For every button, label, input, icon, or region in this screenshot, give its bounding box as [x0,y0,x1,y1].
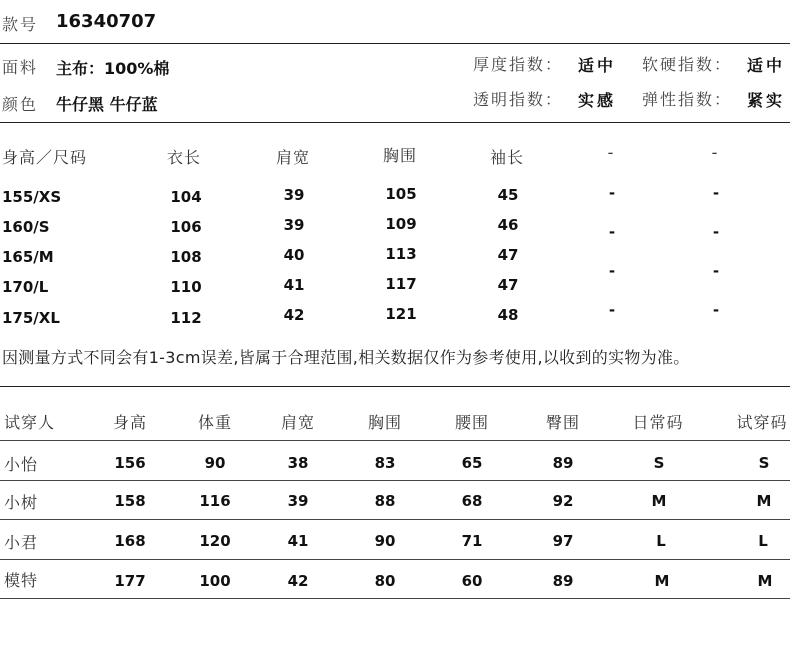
size-cell: 41 [283,276,305,294]
fit-cell: 39 [287,492,309,510]
size-cell: 117 [385,275,417,293]
fit-cell: 80 [374,572,396,590]
fit-cell: M [757,572,773,590]
fit-row-divider [0,598,790,599]
size-cell: 39 [283,186,305,204]
fit-cell: 156 [114,454,146,472]
fit-cell: S [758,454,770,472]
size-cell: 46 [497,216,519,234]
fit-cell: 97 [552,532,574,550]
fit-cell: 177 [114,572,146,590]
size-cell: 48 [497,306,519,324]
fit-header-cell: 试穿码 [736,413,788,432]
size-cell: 160/S [2,218,50,236]
fit-row-divider [0,519,790,520]
size-cell: - [712,301,720,319]
fit-cell: 83 [374,454,396,472]
size-cell: - [712,262,720,280]
size-cell: 39 [283,216,305,234]
size-cell: 45 [497,186,519,204]
fit-cell: 120 [199,532,231,550]
color-label: 颜色 [2,95,39,114]
size-cell: 113 [385,245,417,263]
size-cell: 109 [385,215,417,233]
fit-cell: 65 [461,454,483,472]
size-header-cell: - [607,143,615,162]
size-cell: - [608,301,616,319]
elasticity-label: 弹性指数： [642,90,733,109]
thickness-value: 适中 [578,56,617,75]
size-cell: 112 [170,309,202,327]
fit-header-cell: 胸围 [367,413,403,432]
fit-cell: 71 [461,532,483,550]
size-cell: 110 [170,278,202,296]
fit-header-cell: 身高 [112,413,148,432]
fit-header-cell: 腰围 [454,413,490,432]
size-cell: - [712,223,720,241]
fit-cell: 38 [287,454,309,472]
size-header-cell: 衣长 [166,148,202,167]
fit-cell: M [756,492,772,510]
divider-fit-table-top [0,386,790,387]
fit-cell: 41 [287,532,309,550]
size-cell: - [712,184,720,202]
size-cell: - [608,184,616,202]
fit-cell: S [653,454,665,472]
size-cell: 106 [170,218,202,236]
fit-cell: 92 [552,492,574,510]
fit-cell: M [654,572,670,590]
elasticity-value: 紧实 [747,91,786,110]
fabric-label: 面料 [2,58,39,77]
thickness-label: 厚度指数： [473,55,564,74]
fit-cell: 116 [199,492,231,510]
size-header-cell: 胸围 [382,146,418,165]
size-cell: 170/L [2,278,49,296]
fit-cell: 42 [287,572,309,590]
divider-size-table-top [0,122,790,123]
size-header-cell: 身高／尺码 [2,148,88,167]
size-cell: 155/XS [2,188,62,206]
fit-cell: 89 [552,454,574,472]
fit-header-cell: 臀围 [545,413,581,432]
fit-cell: 168 [114,532,146,550]
size-cell: 108 [170,248,202,266]
fit-cell: 小树 [4,493,39,512]
fit-cell: 90 [204,454,226,472]
size-cell: 104 [170,188,202,206]
size-cell: 40 [283,246,305,264]
transparency-value: 实感 [578,91,617,110]
size-cell: 165/M [2,248,54,266]
fit-header-cell: 肩宽 [280,413,316,432]
fit-header-cell: 日常码 [632,413,684,432]
softness-value: 适中 [747,56,786,75]
fit-header-cell: 体重 [197,413,233,432]
style-no-label: 款号 [2,15,39,34]
fit-cell: L [758,532,768,550]
fit-row-divider [0,440,790,441]
softness-label: 软硬指数： [642,55,733,74]
fit-cell: 158 [114,492,146,510]
size-cell: 105 [385,185,417,203]
fit-row-divider [0,480,790,481]
fit-cell: 89 [552,572,574,590]
size-header-cell: 肩宽 [275,148,311,167]
size-cell: 47 [497,276,519,294]
fit-cell: 100 [199,572,231,590]
size-cell: - [608,223,616,241]
fit-cell: 模特 [4,571,39,590]
fit-cell: 88 [374,492,396,510]
size-cell: 42 [283,306,305,324]
color-value: 牛仔黑 牛仔蓝 [56,95,158,114]
fit-cell: 小君 [4,533,39,552]
fabric-value: 主布：100%棉 [56,59,170,78]
fit-cell: 小怡 [4,455,39,474]
size-header-cell: 袖长 [489,148,525,167]
size-cell: 175/XL [2,309,60,327]
size-cell: 47 [497,246,519,264]
fit-cell: L [656,532,666,550]
fit-header-cell: 试穿人 [4,413,56,432]
divider-top [0,43,790,44]
fit-cell: 90 [374,532,396,550]
size-header-cell: - [711,143,719,162]
measurement-note: 因测量方式不同会有1-3cm误差,皆属于合理范围,相关数据仅作为参考使用,以收到的实物为准。 [2,348,690,367]
fit-row-divider [0,559,790,560]
size-cell: - [608,262,616,280]
style-no-value: 16340707 [56,11,157,32]
fit-cell: 60 [461,572,483,590]
fit-cell: 68 [461,492,483,510]
transparency-label: 透明指数： [473,90,564,109]
fit-cell: M [651,492,667,510]
size-cell: 121 [385,305,417,323]
